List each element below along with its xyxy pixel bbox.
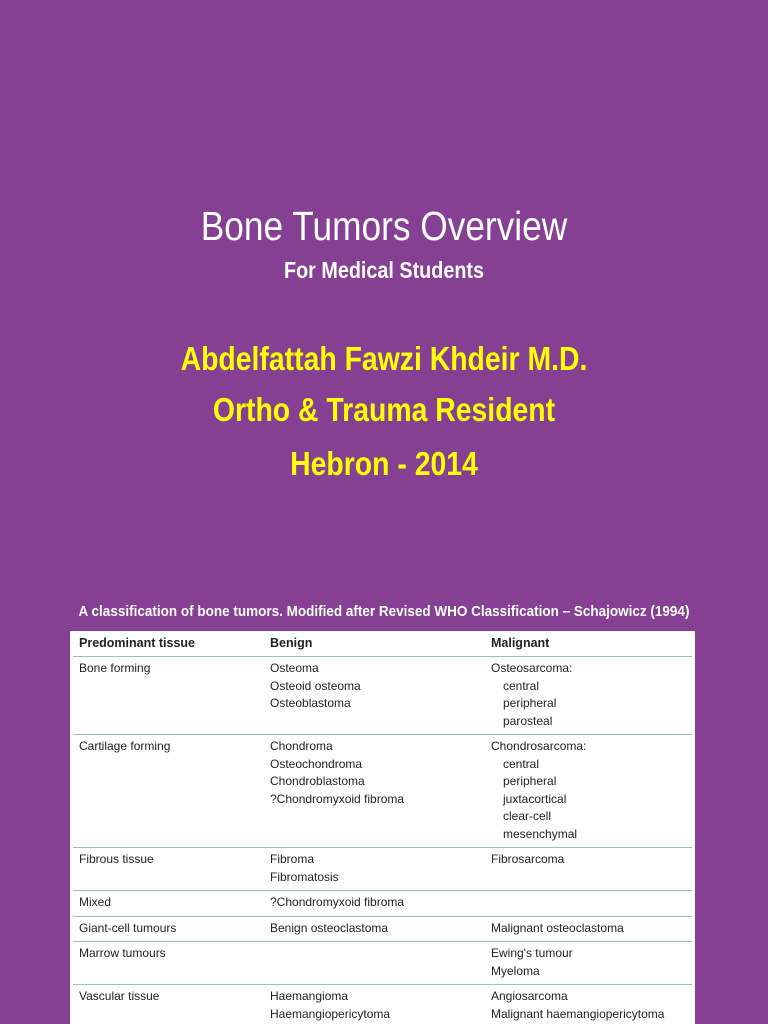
table-header-row [73, 631, 692, 657]
benign-entry: Chondroma [270, 739, 333, 753]
malignant-entry: Myeloma [491, 963, 540, 978]
benign-entry: Haemangioma [270, 989, 349, 1003]
benign-entry: Osteoma [270, 661, 319, 675]
malignant-entry: Angiosarcoma [491, 989, 568, 1003]
cell-tissue: Mixed [73, 891, 264, 917]
malignant-entry: mesenchymal [503, 826, 578, 841]
slide-title: Bone Tumors Overview [200, 203, 568, 249]
cell-benign [264, 657, 479, 735]
cell-benign [264, 916, 479, 942]
header-tissue: Predominant tissue [73, 631, 264, 657]
table-row [73, 735, 692, 848]
benign-entry: Haemangiopericytoma [270, 1006, 391, 1021]
author-role: Ortho & Trauma Resident [212, 391, 556, 428]
cell-malignant [479, 891, 692, 917]
table-row [73, 891, 692, 917]
cell-benign [264, 891, 479, 917]
malignant-entry: clear-cell [503, 809, 552, 823]
benign-entry: ?Chondromyxoid fibroma [270, 895, 405, 909]
author-name: Abdelfattah Fawzi Khdeir M.D. [180, 340, 588, 377]
cell-malignant [479, 735, 692, 848]
malignant-entry: Ewing's tumour [491, 946, 573, 960]
cell-benign [264, 848, 479, 891]
benign-entry: ?Chondromyxoid fibroma [270, 791, 405, 806]
malignant-entry: Malignant osteoclastoma [491, 920, 624, 935]
benign-entry: Osteochondroma [270, 756, 363, 771]
cell-malignant [479, 657, 692, 735]
header-benign: Benign [264, 631, 479, 657]
table-row [73, 985, 692, 1024]
table-row [73, 848, 692, 891]
cell-tissue: Vascular tissue [73, 985, 264, 1024]
cell-malignant [479, 848, 692, 891]
classification-table-container [70, 631, 695, 1024]
table-row [73, 916, 692, 942]
cell-tissue: Bone forming [73, 657, 264, 735]
cell-benign [264, 735, 479, 848]
cell-malignant [479, 985, 692, 1024]
malignant-entry: juxtacortical [503, 791, 567, 806]
malignant-entry: peripheral [503, 774, 557, 788]
benign-entry: Osteoblastoma [270, 696, 351, 710]
cell-tissue: Giant-cell tumours [73, 916, 264, 942]
malignant-entry: Chondrosarcoma: [491, 739, 587, 753]
malignant-entry: Fibrosarcoma [491, 852, 565, 866]
cell-benign [264, 985, 479, 1024]
malignant-entry: central [503, 678, 540, 693]
malignant-entry: parosteal [503, 713, 553, 728]
cell-malignant [479, 942, 692, 985]
benign-entry: Fibroma [270, 852, 315, 866]
classification-table [73, 631, 692, 1024]
cell-malignant [479, 916, 692, 942]
cell-benign [264, 942, 479, 985]
benign-entry: Osteoid osteoma [270, 678, 361, 693]
benign-entry: Benign osteoclastoma [270, 920, 389, 935]
cell-tissue: Cartilage forming [73, 735, 264, 848]
benign-entry: Fibromatosis [270, 869, 339, 884]
table-row [73, 942, 692, 985]
table-row [73, 657, 692, 735]
table-caption: A classification of bone tumors. Modified after Revised WHO Classification – Schajowicz (1994) [78, 603, 690, 620]
malignant-entry: Malignant haemangiopericytoma [491, 1006, 665, 1021]
benign-entry: Chondroblastoma [270, 774, 365, 788]
malignant-entry: peripheral [503, 696, 557, 710]
malignant-entry: central [503, 756, 540, 771]
header-malignant: Malignant [479, 631, 692, 657]
author-place: Hebron - 2014 [290, 445, 478, 482]
cell-tissue: Fibrous tissue [73, 848, 264, 891]
slide-subtitle: For Medical Students [283, 257, 485, 283]
malignant-entry: Osteosarcoma: [491, 661, 573, 675]
cell-tissue: Marrow tumours [73, 942, 264, 985]
